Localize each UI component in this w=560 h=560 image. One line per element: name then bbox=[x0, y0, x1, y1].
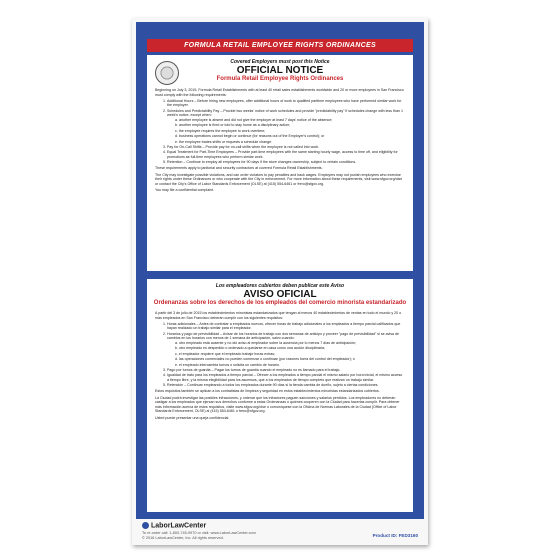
spanish-intro: A partir del 3 de julio de 2015 los establecimientos minoristas estandarizados que tengan al menos 40 establecimientos de ventas en todo el mundo y 20 o más empleados en San Francisco deberán cumplir con los siguientes requisitos: bbox=[155, 311, 402, 320]
brand-logo: LaborLawCenter bbox=[142, 522, 206, 529]
english-enforcement: The City may investigate possible violations, and can order violators to pay penalties and back wages. Employers may not punish employees who exercise their rights under these Ordinances or who cooperate with the City in enforcement. For more information about these requirements, visit www.sfgov.org/olse or contact the City's Office of Labor Standards Enforcement (OLSE) at (415) 554-6461 or frero@sfgov.org. bbox=[155, 172, 403, 186]
spanish-lead: Los empleadores cubiertos deben publicar este Aviso bbox=[215, 283, 345, 289]
list-item: a. another employee is absent and did not give the employer at least 7 days' notice of the absence; bbox=[175, 117, 333, 122]
english-complaint: You may file a confidential complaint. bbox=[155, 188, 214, 193]
english-subtitle: Formula Retail Employee Rights Ordinances bbox=[216, 76, 344, 82]
spanish-notice bbox=[147, 279, 413, 512]
list-item: c. el empleador requiere que el empleado trabaje horas extras; bbox=[175, 351, 276, 356]
list-item: d. business operations cannot begin or continue (for reasons out of the Employer's control); or bbox=[175, 134, 325, 139]
spanish-body bbox=[147, 311, 413, 420]
list-item: 3. Pago por turnos de guardia – Pagar los turnos de guardia cuando el empleado no es llamado para el trabajo. bbox=[167, 368, 405, 373]
city-seal-icon bbox=[155, 61, 179, 85]
list-item: e. el empleado intercambia turnos o solicita un cambio de horario. bbox=[175, 362, 280, 367]
english-requirements bbox=[155, 99, 405, 165]
list-item: a. otro empleado está ausente y no dió aviso al empleador sobre la ausencia por lo menos 7 días de anticipación; bbox=[175, 340, 356, 345]
list-item: e. the employee trades shifts or requests a schedule change. bbox=[175, 139, 273, 144]
list-item: 4. Igualdad de trato para los empleados a tiempo parcial – Ofrecer a los empleados a tiempo parcial el mismo salario por hora inicial, el mismo acceso a tiempo libre, y la misma elegibilidad para los ascensos, que a los empleados de tiempo completo que realizan un trabajo similar. bbox=[167, 373, 405, 382]
poster-banner: FORMULA RETAIL EMPLOYEE RIGHTS ORDINANCES bbox=[147, 39, 413, 52]
poster-frame bbox=[136, 22, 424, 519]
list-item: b. otro empleado es despedido o ordenado a quedarse en casa como una acción disciplinaria; bbox=[175, 346, 326, 351]
english-title: OFFICIAL NOTICE bbox=[236, 65, 324, 76]
list-item: 1. Horas adicionales – Antes de contratar a empleados nuevos, ofrecer horas de trabajo adicionales a los empleados a tiempo parcial calificados que hayan realizado un trabajo similar para el empleador. bbox=[167, 322, 405, 331]
poster bbox=[132, 18, 428, 545]
list-item: 2. Horarios y pago de previsibilidad – Avisar de los horarios de trabajo con dos semanas de anticipo y proveer "pago de previsibilidad" si se avisa de cambios en los horarios con menos de 1 semana de anticipación, salvo cuando: a. otro empleado está ausente y no dió aviso al empleador sobre la ausencia por lo menos 7 días de anticipación; b. otro empleado es despedido o ordenado a quedarse en casa como una acción disciplinaria; c. el empleador requiere que el empleado trabaje horas extras; d. las operaciones comerciales no pueden comenzar o continuar (por razones fuera del control del empleador); o e. el empleado intercambia turnos o solicita un cambio de horario. bbox=[167, 332, 405, 367]
spanish-contractors: Estos requisitos también se aplican a los contratistas de limpieza y seguridad en estos establecimientos minoristas estandarizados cubiertos. bbox=[155, 389, 380, 394]
english-notice bbox=[147, 55, 413, 271]
spanish-exceptions bbox=[167, 341, 405, 367]
list-item: 1. Additional Hours – Before hiring new employees, offer additional hours of work to qualified parttime employees who have performed similar work for the employer. bbox=[167, 99, 405, 108]
english-intro: Beginning on July 3, 2015, Formula Retail Establishments with at least 40 retail sales establishments worldwide and 20 or more employees in San Francisco must comply with the following requirements: bbox=[155, 88, 404, 97]
english-contractors: These requirements apply to janitorial and security contractors at covered Formula Retail Establishments. bbox=[155, 166, 323, 171]
list-item: c. the employee requires the employee to work overtime; bbox=[175, 128, 266, 133]
copyright-text: © 2016 LaborLawCenter, Inc. All rights reserved. bbox=[142, 536, 224, 540]
poster-footer bbox=[136, 521, 424, 543]
product-id: Product ID: FED3160 bbox=[372, 533, 418, 538]
list-item: b. another employee is fired or told to stay home as a disciplinary action; bbox=[175, 123, 291, 128]
list-item: 4. Equal Treatment for Part-Time Employees – Provide part-time employees with the same starting hourly wage, access to time off, and eligibility for promotions as full-time employees who perform similar work. bbox=[167, 150, 405, 159]
list-item: d. las operaciones comerciales no pueden comenzar o continuar (por razones fuera del control del empleador); o bbox=[175, 357, 355, 362]
spanish-title: AVISO OFICIAL bbox=[243, 289, 317, 300]
spanish-requirements bbox=[155, 322, 405, 388]
list-item: 5. Retención – Continuar empleando a todos los empleados durante 90 días si la tienda cambia de dueño, sujeto a ciertas condiciones. bbox=[167, 383, 405, 388]
english-body bbox=[147, 88, 413, 193]
spanish-enforcement: La Ciudad podrá investigar las posibles infracciones, y ordenar que los infractores paguen sanciones y salarios perdidos. Los empleadores no deberán castigar a los empleados que ejerzan sus derechos conforme a estas Ordenanzas o quienes cooperen con la Ciudad para hacerlas cumplir. Para obtener más información acerca de estos requisitos, visite www.sfgov.org/olse o comuníquese con la Oficina de Normas Laborales de la Ciudad (Office of Labor Standards Enforcement, OLSE) al (415) 554-6461 o frero@sfgov.org. bbox=[155, 395, 400, 414]
brand-logo-icon bbox=[142, 522, 149, 529]
reorder-text: To re-order call: 1-800-745-9970 or visit: www.LaborLawCenter.com bbox=[142, 531, 256, 535]
list-item: 3. Pay for On-Call Shifts – Provide pay for on-call shifts when the employee is not called into work. bbox=[167, 145, 405, 150]
list-item: 5. Retention – Continue to employ all employees for 90 days if the store changes ownership, subject to certain conditions. bbox=[167, 160, 405, 165]
spanish-subtitle: Ordenanzas sobre los derechos de los empleados del comercio minorista estandarizado bbox=[153, 300, 407, 306]
spanish-complaint: Usted puede presentar una queja confidencial. bbox=[155, 415, 230, 420]
english-exceptions bbox=[167, 118, 405, 144]
english-lead: Covered Employers must post this Notice bbox=[230, 59, 330, 65]
list-item: 2. Schedules and Predictability Pay – Provide two weeks' notice of work schedules and provide "predictability pay" if schedules change with less than 1 week's notice, except when: a. another employee is absent and did not give the employer at least 7 days' notice of the absence; b. another employee is fired or told to stay home as a disciplinary action; c. the employee requires the employee to work overtime; d. business operations cannot begin or continue (for reasons out of the Employer's control); or e. the employee trades shifts or requests a schedule change. bbox=[167, 109, 405, 144]
